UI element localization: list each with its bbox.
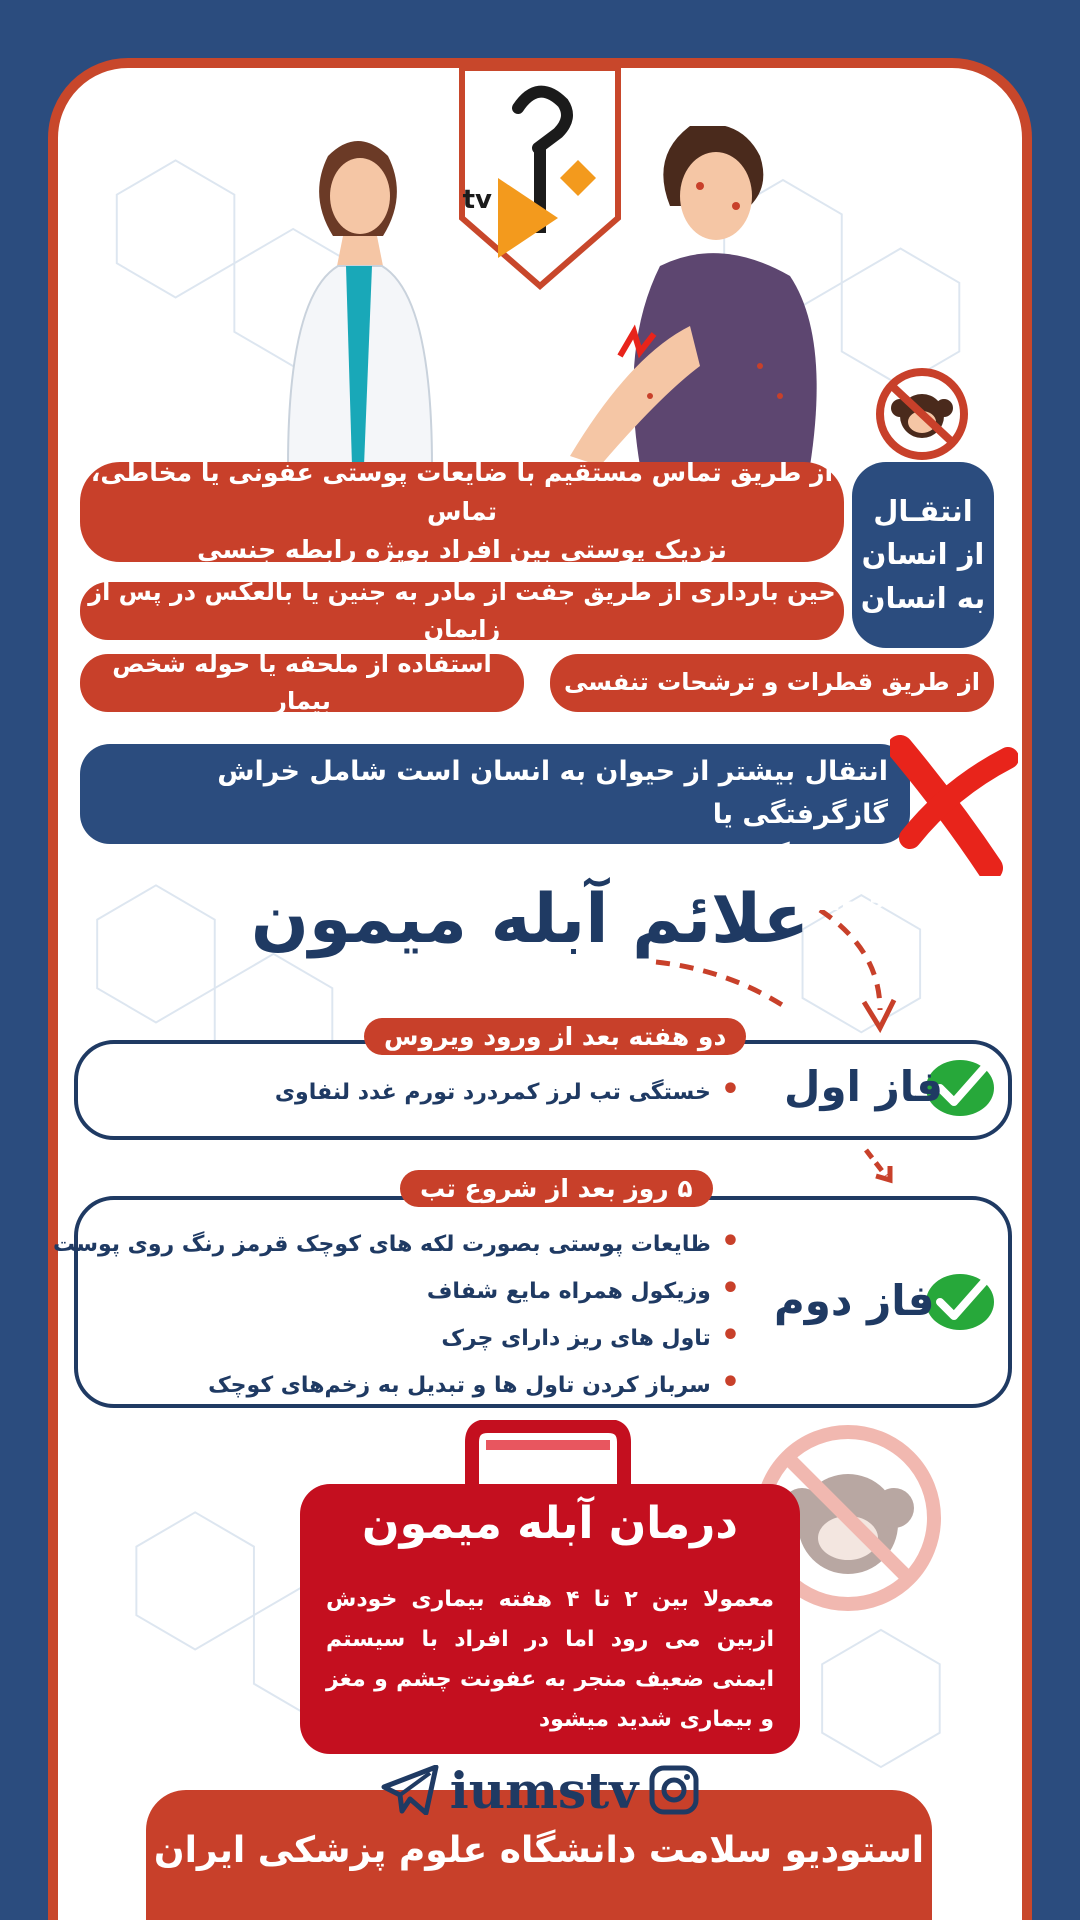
phase-1-name: فاز اول: [784, 1062, 944, 1111]
treatment-box: [300, 1484, 800, 1754]
red-x-icon: [890, 728, 1018, 876]
handle-text[interactable]: iumstv: [449, 1760, 639, 1820]
list-item: • سرباز کردن تاول ها و تبدیل به زخم‌های کوچک: [53, 1361, 740, 1408]
list-item: • خستگی تب لرز کمردرد تورم غدد لنفاوی: [275, 1068, 740, 1115]
list-item: • وزیکول همراه مایع شفاف: [53, 1267, 740, 1314]
treatment-title: درمان آبله میمون: [362, 1498, 738, 1549]
list-item: • تاول های ریز دارای چرک: [53, 1314, 740, 1361]
transmission-droplets: از طریق قطرات و ترشحات تنفسی: [550, 654, 994, 712]
side-tab-line-2: از انسان: [861, 537, 985, 572]
patient-illustration: [540, 126, 826, 466]
side-tab-line-3: به انسان: [860, 580, 986, 615]
transmission-direct-contact: [80, 457, 844, 565]
instagram-icon[interactable]: [648, 1764, 700, 1816]
doctor-illustration: [268, 126, 448, 466]
dashed-arrow-2: [860, 1146, 910, 1186]
phase-2-list: [53, 1220, 740, 1408]
list-item: • ظایعات پوستی بصورت لکه های کوچک قرمز رنگ روی پوست: [53, 1220, 740, 1267]
phase-2-tag: ۵ روز بعد از شروع تب: [400, 1170, 713, 1207]
telegram-icon[interactable]: [380, 1765, 440, 1815]
transmission-bedding: استفاده از ملحفه یا حوله شخص بیمار: [80, 654, 524, 712]
phase-2-name: فاز دوم: [774, 1276, 935, 1325]
side-tab-line-1: انتقـال: [873, 493, 973, 528]
svg-text:tv: tv: [462, 185, 492, 215]
animal-transmission-banner: [80, 744, 910, 917]
direct-contact-line-1: از طریق تماس مستقیم با ضایعات پوستی عفونی یا مخاطی، تماس: [90, 457, 834, 526]
symptoms-title: علائم آبله میمون: [250, 880, 810, 959]
transmission-pregnancy: حین بارداری از طریق جفت از مادر به جنین یا بالعکس در پس از زایمان: [80, 582, 844, 640]
animal-note-line-2: خوردن گوشتی که خوب پخته نشده دست زدن به ترشحات حیوانات: [137, 842, 888, 917]
animal-note-line-1: انتقال بیشتر از حیوان به انسان است شامل خراش گازگرفتگی یا: [217, 756, 888, 831]
human-to-human-tab: [852, 462, 994, 648]
no-monkey-icon: [874, 366, 970, 462]
phase-1-tag: دو هفته بعد از ورود ویروس: [364, 1018, 746, 1055]
social-handle[interactable]: [370, 1758, 710, 1822]
footer-text: استودیو سلامت دانشگاه علوم پزشکی ایران: [153, 1830, 925, 1871]
direct-contact-line-2: نزدیک پوستی بین افراد بویژه رابطه جنسی: [197, 535, 727, 565]
treatment-body: معمولا بین ۲ تا ۴ هفته بیماری خودش ازبین می رود اما در افراد با سیستم ایمنی ضعیف منجر به عفونت چشم و مغز و بیماری شدید میشود: [326, 1587, 775, 1732]
phase-1-list: [275, 1068, 740, 1115]
